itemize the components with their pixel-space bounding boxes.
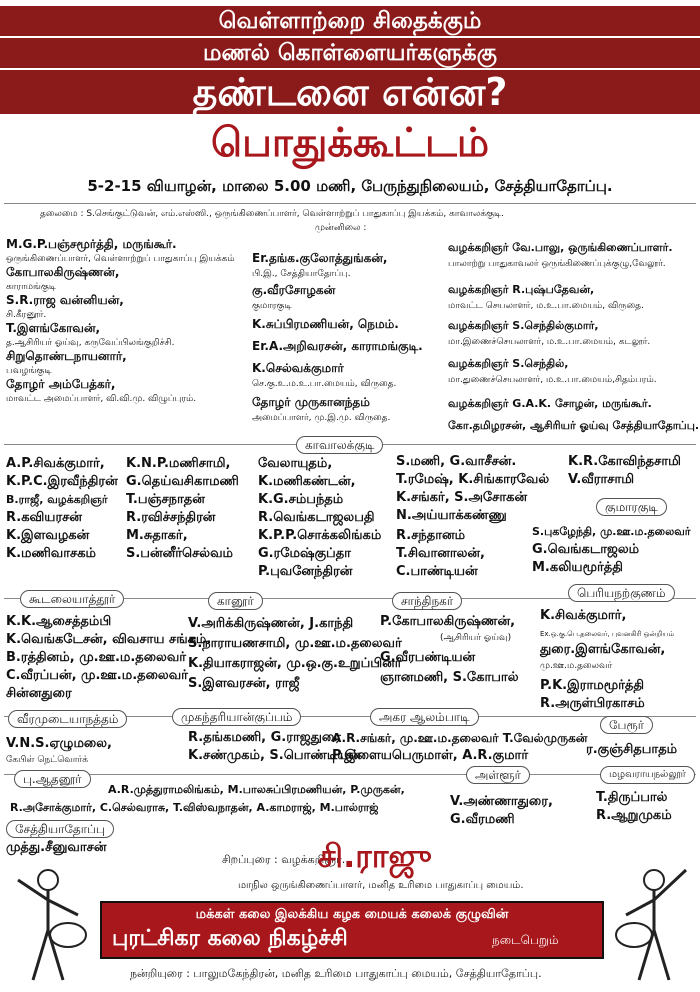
name-item: K.சண்முகம், S.பொண்டியன் xyxy=(188,748,361,763)
name-item: B.ரத்தினம், மு.ஊ.ம.தலைவர் xyxy=(6,650,187,665)
name-item: R.ஆறுமுகம் xyxy=(596,808,672,823)
name-item: G.ரமேஷ்குப்தா xyxy=(258,546,351,561)
name-item: K.N.P.மணிசாமி, xyxy=(126,456,231,471)
col3-item: வழக்கறிஞர் R.புஷ்பதேவன், xyxy=(448,283,595,296)
culture-banner xyxy=(100,901,604,959)
name-item: K.வெங்கடேசன், விவசாய சங்கம். xyxy=(6,632,212,647)
thanks-line: நன்றியுரை : பாலுமகேந்திரன், மனித உரிமை பாதுகாப்பு மையம், சேத்தியாதோப்பு. xyxy=(130,967,542,980)
place-tag-kudalaiyathur: கூடலையாத்தூர் xyxy=(20,590,124,608)
name-item: R.வெங்கடாஜலபதி xyxy=(258,510,375,525)
drummer-right-icon xyxy=(606,860,696,988)
headline-line3: தண்டனை என்ன? xyxy=(0,70,700,114)
col1-item: சிறுதொண்டநாயனார், xyxy=(6,349,127,363)
col1-item: கோபாலகிருஷ்ணன், xyxy=(6,265,120,279)
name-item: சின்னதுரை xyxy=(6,686,72,701)
name-item: K.சங்கர், S.அசோகன் xyxy=(396,490,528,505)
name-item: S.புகழேந்தி, மு.ஊ.ம.தலைவர் xyxy=(532,525,691,538)
special-label: சிறப்புரை : வழக்கறிஞர். xyxy=(222,853,346,866)
col1-item: மாவட்ட அமைப்பாளர், வி.வி.மு. விழுப்புரம். xyxy=(6,394,197,404)
name-item: V.N.S.ஏழுமலை, xyxy=(6,736,112,751)
divider xyxy=(4,203,696,204)
name-item: R.அருள்பிரகாசம் xyxy=(540,696,645,711)
place-tag-veeramudaiyanatham: வீரமுடையாநத்தம் xyxy=(8,710,127,728)
col3-item: வழக்கறிஞர் வே.பாலு, ஒருங்கிணைப்பாளர். xyxy=(448,241,673,254)
col1-item: S.R.ராஜ வன்னியன், xyxy=(6,293,124,307)
name-item: A.P.சிவக்குமார், xyxy=(6,456,105,471)
place-tag-kavalakudi: காவாலக்குடி xyxy=(296,436,383,454)
name-item: வேலாயுதம், xyxy=(258,456,333,471)
name-item: P.இளையபெருமாள், A.R.குமார் xyxy=(332,748,529,763)
name-item: T.சிவானாலன், xyxy=(396,546,485,561)
col3-item: வழக்கறிஞர் S.செந்தில், xyxy=(448,357,569,370)
divider xyxy=(4,774,696,775)
name-item: V.அரிக்கிருஷ்ணன், J.காந்தி xyxy=(188,616,354,631)
name-item: A.R.சங்கர், மு.ஊ.ம.தலைவர் T.வேல்முருகன் xyxy=(332,731,588,745)
col1-item: காராமங்குடி xyxy=(6,282,57,292)
name-item: R.கவியரசன் xyxy=(6,510,82,525)
place-tag-alloor: அள்ளூர் xyxy=(466,766,530,784)
name-item: K.P.C.இரவீந்திரன் xyxy=(6,474,118,489)
headline-line1: வெள்ளாற்றை சிதைக்கும் xyxy=(0,6,700,36)
place-tag-santhinagar: சாந்திநகர் xyxy=(392,592,462,610)
name-item: K.K.ஆசைத்தம்பி xyxy=(6,614,112,629)
name-item: S.நாராயணசாமி, மு.ஊ.ம.தலைவர் xyxy=(188,636,402,651)
col2-item: K.சுப்பிரமணியன், நெமம். xyxy=(252,317,399,331)
name-item: C.வீரப்பன், மு.ஊ.ம.தலைவர் xyxy=(6,668,188,683)
place-tag-kanur: கானூர் xyxy=(208,592,263,610)
col1-item: M.G.P.பஞ்சமூர்த்தி, மருங்கூர். xyxy=(6,237,177,251)
name-item: N.அய்யாக்கண்ணு xyxy=(396,508,507,523)
col2-item: Er.தங்க.குலோத்துங்கன், xyxy=(252,251,388,265)
name-item: G.தெய்வசிகாமணி xyxy=(126,474,239,489)
col3-item: மாவட்ட செயலாளர், ம.உ.பா.மையம், விருதை. xyxy=(448,301,644,311)
place-tag-adhanur: பு.ஆதனூர் xyxy=(14,770,91,788)
name-item: (ஆசிரியர் ஓய்வு) xyxy=(440,633,512,643)
name-item: T.பஞ்சநாதன் xyxy=(126,492,205,507)
name-item: K.இளவழகன் xyxy=(6,528,90,543)
col2-item: குமாரகுடி xyxy=(252,301,292,311)
name-item: மு.ஊ.ம.தலைவர் xyxy=(540,661,613,671)
name-item: P.புவனேந்திரன் xyxy=(258,564,353,579)
name-item: S.பன்னீர்செல்வம் xyxy=(126,546,233,561)
name-item: ர.குஞ்சிதபாதம் xyxy=(586,742,678,757)
name-item: M.கலியமூர்த்தி xyxy=(532,560,623,575)
event-title: பொதுக்கூட்டம் xyxy=(210,120,490,166)
place-tag-sethiathope: சேத்தியாதோப்பு xyxy=(6,820,114,838)
col2-item: K.செல்வக்குமார் xyxy=(252,361,344,375)
name-item: G.வீரமணி xyxy=(450,812,515,827)
col2-item: Er.A.அறிவரசன், காராமங்குடி. xyxy=(252,339,423,353)
col3-item: வழக்கறிஞர் G.A.K. சோழன், மருங்கூர். xyxy=(448,397,652,410)
col1-item: த.ஆசிரியர் ஓய்வு, கருவேப்பிலங்குறிச்சி. xyxy=(6,338,175,348)
name-item: K.P.P.சொக்கலிங்கம் xyxy=(258,528,382,543)
name-item: K.மணிவாசகம் xyxy=(6,546,97,561)
place-tag-periyanarkunam: பெரியநற்குணம் xyxy=(568,584,675,602)
col2-item: அமைப்பாளர், மு.இ.மு. விருதை. xyxy=(252,413,391,423)
name-item: K.சிவக்குமார், xyxy=(540,608,627,623)
name-item: ஞானமணி, S.கோபால் xyxy=(380,670,519,685)
name-item: R.சந்தானம் xyxy=(396,528,466,543)
name-item: A.R.முத்துராமலிங்கம், M.பாலசுப்பிரமணியன், P.முருகன், xyxy=(108,783,405,796)
name-item: G.வெங்கடாஜலம் xyxy=(532,542,640,557)
name-item: P.K.இராமமூர்த்தி xyxy=(540,678,645,693)
name-item: K.தியாகராஜன், மு.ஒ.கு.உறுப்பினர் xyxy=(188,656,402,671)
place-tag-perur: பேரூர் xyxy=(600,716,653,734)
col1-item: சி.கீரனூர். xyxy=(6,310,47,320)
name-item: T.ரமேஷ், K.சிங்காரவேல் xyxy=(396,472,550,487)
col3-item: கோ.தமிழரசன், ஆசிரியர் ஓய்வு சேத்தியாதோப்பு. xyxy=(448,419,700,432)
name-item: முத்து.சீனுவாசன் xyxy=(6,840,107,855)
col3-item: மா.துணைச்செயலாளர், ம.உ.பா.மையம்,சிதம்பரம். xyxy=(448,375,657,385)
drummer-left-icon xyxy=(8,860,100,988)
col2-item: தோழர் முருகானந்தம் xyxy=(252,395,370,409)
name-item: K.G.சம்பந்தம் xyxy=(258,492,344,507)
name-item: C.பாண்டியன் xyxy=(396,564,478,579)
name-item: கேபிள் நெட்வொர்க் xyxy=(6,755,89,765)
name-item: V.அண்ணாதுரை, xyxy=(450,794,553,809)
col1-item: T.இளங்கோவன், xyxy=(6,321,101,335)
culture-line2b: நடைபெறும் xyxy=(492,933,559,947)
name-item: K.R.கோவிந்தசாமி xyxy=(568,454,681,469)
name-item: S.மணி, G.வாசீசன். xyxy=(396,454,517,469)
name-item: T.திருப்பால் xyxy=(596,790,668,805)
name-item: B.ராஜீ, வழக்கறிஞர் xyxy=(6,493,108,506)
name-item: துரை.இளங்கோவன், xyxy=(540,642,666,657)
presence-label: முன்னிலை : xyxy=(315,223,367,233)
special-name: சி.ராஜு xyxy=(318,837,432,875)
col3-item: வழக்கறிஞர் S.செந்தில்குமார், xyxy=(448,319,599,332)
name-item: M.சுதாகர், xyxy=(126,528,188,543)
special-role: மாநில ஒருங்கிணைப்பாளர், மனித உரிமை பாதுகாப்பு மையம். xyxy=(238,880,524,891)
name-item: G.வீரபண்டியன் xyxy=(380,650,476,665)
name-item: S.இளவரசன், ராஜீ xyxy=(188,676,300,691)
culture-line2: புரட்சிகர கலை நிகழ்ச்சி xyxy=(112,926,348,951)
chair-line: தலைமை : S.செங்குட்டுவன், எம்.எஸ்ஸி., ஒருங்கிணைப்பாளர், வெள்ளாற்றுப் பாதுகாப்பு இயக்கம், காவாலக்குடி. xyxy=(40,209,505,219)
col1-item: ஒருங்கிணைப்பாளர், வெள்ளாற்றுப் பாதுகாப்பு இயக்கம் xyxy=(6,254,235,264)
col2-item: செ.கு.உ.ம.உ.பா.மையம், விருதை. xyxy=(252,379,397,389)
place-tag-mugandhariyan: முகந்தரியான்குப்பம் xyxy=(172,708,301,726)
name-item: K.மணிகண்டன், xyxy=(258,474,356,489)
col2-item: கு.வீரசோழகன் xyxy=(252,283,336,297)
col1-item: பவழங்குடி xyxy=(6,366,52,376)
place-tag-agaraalampadi: அகர ஆலம்பாடி xyxy=(370,708,479,726)
col2-item: பி.இ., சேத்தியாதோப்பு. xyxy=(252,269,351,279)
headline-line2: மணல் கொள்ளையர்களுக்கு xyxy=(0,38,700,68)
name-item: R.அசோக்குமார், C.செல்வராசு, T.விஸ்வநாதன், A.காமராஜ், M.பால்ராஜ் xyxy=(10,801,379,814)
col3-item: மா.இணைச்செயலாளர், ம.உ.பா.மையம், கடலூர். xyxy=(448,337,651,347)
name-item: P.கோபாலகிருஷ்ணன், xyxy=(380,614,516,629)
name-item: R.தங்கமணி, G.ராஜதுரை xyxy=(188,730,341,745)
col3-item: பாலாற்று பாதுகாவலர் ஒருங்கிணைப்புக்குழு,வேலூர். xyxy=(448,259,666,269)
event-datetime: 5-2-15 வியாழன், மாலை 5.00 மணி, பேருந்துநிலையம், சேத்தியாதோப்பு. xyxy=(87,177,613,195)
place-tag-kumarakudi: குமாரகுடி xyxy=(596,498,667,516)
name-item: R.ரவிச்சந்திரன் xyxy=(126,510,216,525)
culture-line1: மக்கள் கலை இலக்கிய கழக மையக் கலைக் குழுவின் xyxy=(195,907,509,922)
place-tag-maruvai: மழவராயநல்லூர் xyxy=(600,766,695,784)
name-item: V.வீராசாமி xyxy=(568,472,635,487)
col1-item: தோழர் அம்பேத்கர், xyxy=(6,377,116,391)
name-item: Ex.ஒ.கு.பெ.தலைவர், புவனகிரி ஒன்றியம் xyxy=(540,630,674,638)
